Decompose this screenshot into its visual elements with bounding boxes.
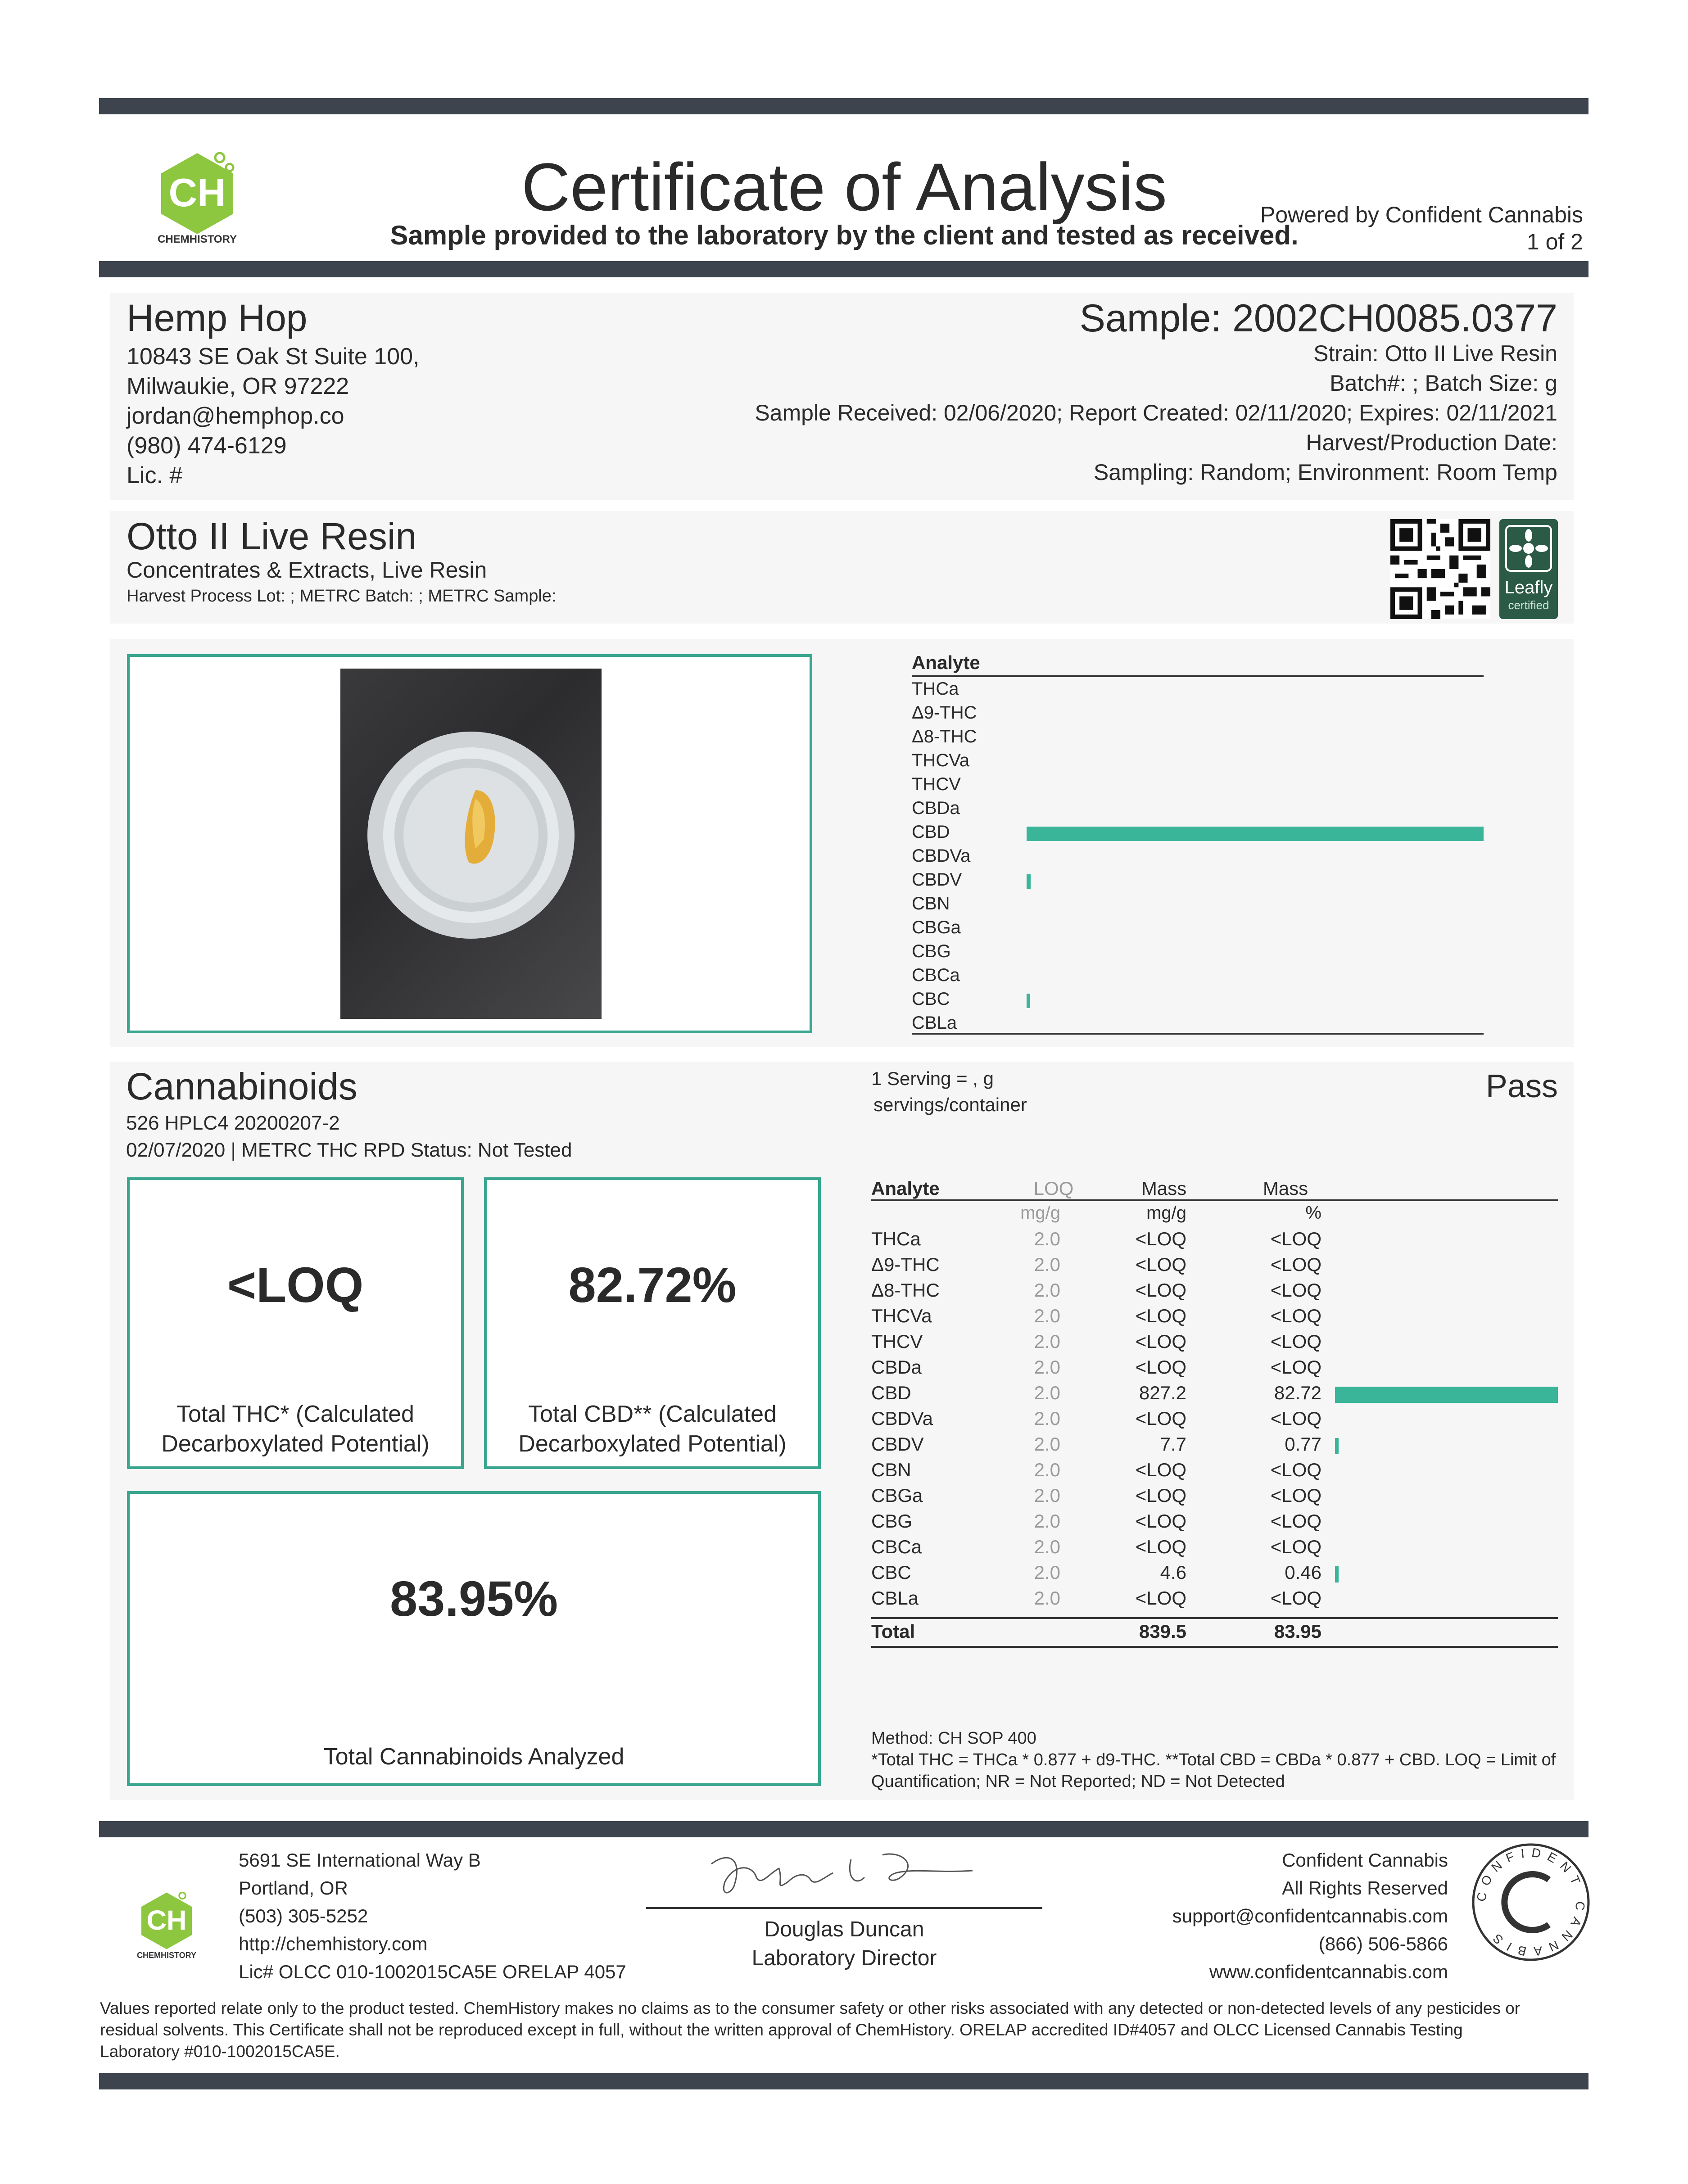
hexagon-logo-icon bbox=[135, 1889, 198, 1956]
table-cell-analyte: CBGa bbox=[871, 1485, 923, 1506]
table-cell-loq: 2.0 bbox=[1034, 1510, 1060, 1532]
leafly-sub: certified bbox=[1508, 598, 1549, 612]
mini-chart-label: Δ9-THC bbox=[912, 703, 977, 723]
client-panel bbox=[110, 293, 1574, 500]
mini-chart-label: THCVa bbox=[912, 751, 970, 770]
table-cell-mass-mg: <LOQ bbox=[1135, 1357, 1186, 1378]
table-cell-mass-mg: <LOQ bbox=[1135, 1536, 1186, 1557]
table-cell-mass-mg: <LOQ bbox=[1135, 1587, 1186, 1609]
table-unit-loq: mg/g bbox=[1020, 1203, 1060, 1223]
bottom-rule bbox=[99, 2073, 1588, 2089]
footer-rule bbox=[99, 1821, 1588, 1837]
logo-wordmark: CHEMHISTORY bbox=[157, 233, 237, 245]
mini-chart-bar bbox=[1027, 994, 1030, 1008]
table-cell-mass-pct: <LOQ bbox=[1270, 1280, 1321, 1301]
leaf-icon bbox=[1499, 519, 1558, 578]
servings-per-container: servings/container bbox=[873, 1094, 1027, 1115]
table-cell-mass-pct: 0.46 bbox=[1285, 1562, 1321, 1583]
svg-text:CH: CH bbox=[146, 1905, 187, 1936]
table-cell-loq: 2.0 bbox=[1034, 1459, 1060, 1480]
cc-rights: All Rights Reserved bbox=[1282, 1877, 1448, 1899]
product-category: Concentrates & Extracts, Live Resin bbox=[127, 557, 487, 583]
table-cell-mass-mg: 4.6 bbox=[1160, 1562, 1186, 1583]
table-header-mass-mg: Mass bbox=[1141, 1178, 1187, 1199]
lab-address-line2: Portland, OR bbox=[239, 1877, 348, 1899]
mini-chart-label: CBG bbox=[912, 941, 951, 961]
method-note-line2: Quantification; NR = Not Reported; ND = Not Detected bbox=[871, 1772, 1285, 1791]
mini-chart-label: CBDa bbox=[912, 798, 960, 818]
client-name: Hemp Hop bbox=[127, 297, 308, 339]
table-cell-analyte: Δ8-THC bbox=[871, 1280, 940, 1301]
table-unit-mass-mg: mg/g bbox=[1146, 1203, 1186, 1223]
table-cell-mass-mg: 7.7 bbox=[1160, 1433, 1186, 1455]
document-subtitle: Sample provided to the laboratory by the client and tested as received. bbox=[390, 220, 1299, 250]
cc-url[interactable]: www.confidentcannabis.com bbox=[1209, 1961, 1448, 1982]
confident-cannabis-seal bbox=[1470, 1841, 1592, 1963]
sampling-info: Sampling: Random; Environment: Room Temp bbox=[1093, 460, 1557, 485]
svg-text:CONFIDENT CANNABIS: CONFIDENT CANNABIS bbox=[1474, 1845, 1588, 1959]
table-top-rule bbox=[871, 1199, 1558, 1201]
disclaimer-line3: Laboratory #010-1002015CA5E. bbox=[100, 2042, 340, 2061]
total-cannabinoids-value: 83.95% bbox=[389, 1571, 558, 1627]
director-name: Douglas Duncan bbox=[764, 1917, 924, 1941]
table-cell-analyte: CBDa bbox=[871, 1357, 922, 1378]
table-cell-loq: 2.0 bbox=[1034, 1382, 1060, 1403]
table-cell-analyte: CBDV bbox=[871, 1433, 924, 1455]
results-table bbox=[871, 1175, 1558, 1648]
total-cannabinoids-box bbox=[127, 1491, 821, 1786]
document-title: Certificate of Analysis bbox=[521, 149, 1167, 225]
leafly-certified-badge bbox=[1499, 519, 1558, 619]
powered-by: Powered by Confident Cannabis bbox=[1260, 202, 1583, 227]
mini-chart-label: CBC bbox=[912, 989, 950, 1009]
table-cell-mass-pct: 0.77 bbox=[1285, 1433, 1321, 1455]
mini-chart-label: Δ8-THC bbox=[912, 727, 977, 746]
table-total-label: Total bbox=[871, 1621, 915, 1642]
table-cell-analyte: Δ9-THC bbox=[871, 1254, 940, 1275]
cannabinoids-status: 02/07/2020 | METRC THC RPD Status: Not Tested bbox=[126, 1139, 572, 1161]
sample-id: Sample: 2002CH0085.0377 bbox=[1079, 297, 1557, 340]
total-cbd-label-line2: Decarboxylated Potential) bbox=[518, 1431, 787, 1457]
table-row-bar bbox=[1335, 1566, 1339, 1583]
mini-chart-label: CBDVa bbox=[912, 846, 971, 866]
table-cell-mass-pct: <LOQ bbox=[1270, 1510, 1321, 1532]
table-cell-loq: 2.0 bbox=[1034, 1331, 1060, 1352]
cc-email[interactable]: support@confidentcannabis.com bbox=[1172, 1905, 1448, 1926]
table-total-rule bbox=[871, 1617, 1558, 1619]
page-number: 1 of 2 bbox=[1526, 229, 1583, 254]
header-rule bbox=[99, 261, 1588, 277]
sample-batch: Batch#: ; Batch Size: g bbox=[1330, 371, 1557, 396]
total-thc-box bbox=[127, 1177, 464, 1469]
product-name: Otto II Live Resin bbox=[127, 515, 417, 557]
mini-chart-header: Analyte bbox=[912, 652, 980, 673]
serving-size: 1 Serving = , g bbox=[871, 1068, 994, 1089]
table-cell-mass-pct: <LOQ bbox=[1270, 1254, 1321, 1275]
cc-phone: (866) 506-5866 bbox=[1318, 1933, 1448, 1954]
total-thc-label-line1: Total THC* (Calculated bbox=[176, 1401, 414, 1427]
mini-chart-label: CBCa bbox=[912, 965, 960, 985]
lab-url[interactable]: http://chemhistory.com bbox=[239, 1933, 428, 1954]
table-cell-mass-mg: <LOQ bbox=[1135, 1280, 1186, 1301]
table-cell-analyte: CBD bbox=[871, 1382, 911, 1403]
chemhistory-logo bbox=[152, 149, 242, 243]
mini-chart-label: CBD bbox=[912, 822, 950, 842]
table-cell-loq: 2.0 bbox=[1034, 1485, 1060, 1506]
table-cell-mass-pct: <LOQ bbox=[1270, 1485, 1321, 1506]
method-text: Method: CH SOP 400 bbox=[871, 1729, 1036, 1748]
table-cell-mass-mg: <LOQ bbox=[1135, 1331, 1186, 1352]
svg-text:CH: CH bbox=[168, 170, 226, 215]
lab-phone: (503) 305-5252 bbox=[239, 1905, 368, 1926]
table-cell-analyte: CBN bbox=[871, 1459, 911, 1480]
table-cell-mass-pct: <LOQ bbox=[1270, 1459, 1321, 1480]
director-title: Laboratory Director bbox=[751, 1946, 937, 1970]
product-panel bbox=[110, 511, 1574, 624]
footer-logo-wordmark: CHEMHISTORY bbox=[136, 1951, 196, 1960]
table-cell-mass-pct: 82.72 bbox=[1274, 1382, 1321, 1403]
table-cell-analyte: THCV bbox=[871, 1331, 923, 1352]
table-cell-loq: 2.0 bbox=[1034, 1280, 1060, 1301]
client-address-line2: Milwaukie, OR 97222 bbox=[127, 373, 349, 399]
table-cell-mass-mg: <LOQ bbox=[1135, 1305, 1186, 1326]
mini-chart-label: CBLa bbox=[912, 1013, 957, 1033]
harvest-date: Harvest/Production Date: bbox=[1306, 430, 1557, 455]
table-header-analyte: Analyte bbox=[871, 1178, 940, 1199]
table-row-bar bbox=[1335, 1387, 1558, 1403]
table-cell-mass-pct: <LOQ bbox=[1270, 1536, 1321, 1557]
table-cell-mass-mg: 827.2 bbox=[1139, 1382, 1186, 1403]
director-signature bbox=[702, 1846, 982, 1904]
client-address-line1: 10843 SE Oak St Suite 100, bbox=[127, 344, 420, 370]
total-cannabinoids-label: Total Cannabinoids Analyzed bbox=[323, 1744, 625, 1770]
table-cell-loq: 2.0 bbox=[1034, 1536, 1060, 1557]
table-cell-mass-pct: <LOQ bbox=[1270, 1357, 1321, 1378]
table-cell-analyte: THCVa bbox=[871, 1305, 932, 1326]
top-rule bbox=[99, 98, 1588, 114]
table-cell-analyte: CBG bbox=[871, 1510, 913, 1532]
cannabinoids-title: Cannabinoids bbox=[126, 1065, 358, 1108]
mini-chart-bar bbox=[1027, 827, 1484, 841]
table-cell-mass-mg: <LOQ bbox=[1135, 1408, 1186, 1429]
signature-line bbox=[646, 1907, 1042, 1909]
hexagon-logo-icon bbox=[152, 149, 242, 243]
analyte-mini-chart bbox=[912, 652, 1486, 1039]
table-cell-mass-pct: <LOQ bbox=[1270, 1587, 1321, 1609]
table-row-bar bbox=[1335, 1438, 1339, 1454]
table-cell-analyte: CBLa bbox=[871, 1587, 919, 1609]
table-cell-analyte: CBDVa bbox=[871, 1408, 933, 1429]
table-cell-mass-mg: <LOQ bbox=[1135, 1228, 1186, 1249]
sample-dates: Sample Received: 02/06/2020; Report Created: 02/11/2020; Expires: 02/11/2021 bbox=[755, 400, 1557, 425]
lab-license: Lic# OLCC 010-1002015CA5E ORELAP 4057 bbox=[239, 1961, 626, 1982]
client-license: Lic. # bbox=[127, 462, 183, 488]
mini-chart-top-rule bbox=[912, 675, 1484, 677]
table-cell-loq: 2.0 bbox=[1034, 1357, 1060, 1378]
product-photo-frame bbox=[127, 654, 812, 1033]
table-cell-mass-pct: <LOQ bbox=[1270, 1331, 1321, 1352]
mini-chart-label: CBDV bbox=[912, 870, 962, 890]
table-bottom-rule bbox=[871, 1646, 1558, 1648]
table-cell-loq: 2.0 bbox=[1034, 1408, 1060, 1429]
table-total-mg: 839.5 bbox=[1139, 1621, 1186, 1642]
table-cell-mass-mg: <LOQ bbox=[1135, 1485, 1186, 1506]
total-cbd-label-line1: Total CBD** (Calculated bbox=[528, 1401, 777, 1427]
total-cbd-value: 82.72% bbox=[568, 1257, 737, 1313]
table-unit-mass-pct: % bbox=[1305, 1203, 1321, 1223]
client-email: jordan@hemphop.co bbox=[127, 403, 344, 429]
table-cell-mass-pct: <LOQ bbox=[1270, 1408, 1321, 1429]
pass-result: Pass bbox=[1485, 1068, 1558, 1104]
qr-code-icon bbox=[1390, 519, 1490, 619]
product-photo bbox=[340, 669, 602, 1019]
table-cell-loq: 2.0 bbox=[1034, 1305, 1060, 1326]
disclaimer-line1: Values reported relate only to the product tested. ChemHistory makes no claims as to the consumer safety or other risks associated with any detected or non-detected levels of any pesticides or bbox=[100, 1999, 1521, 2017]
table-cell-analyte: THCa bbox=[871, 1228, 921, 1249]
mini-chart-label: THCa bbox=[912, 679, 959, 699]
mini-chart-label: CBGa bbox=[912, 918, 961, 937]
table-total-pct: 83.95 bbox=[1274, 1621, 1321, 1642]
cannabinoids-run: 526 HPLC4 20200207-2 bbox=[126, 1112, 340, 1134]
total-thc-value: <LOQ bbox=[227, 1257, 364, 1313]
table-cell-loq: 2.0 bbox=[1034, 1254, 1060, 1275]
total-thc-label-line2: Decarboxylated Potential) bbox=[161, 1431, 430, 1457]
table-cell-mass-pct: <LOQ bbox=[1270, 1305, 1321, 1326]
table-cell-loq: 2.0 bbox=[1034, 1228, 1060, 1249]
mini-chart-label: CBN bbox=[912, 894, 950, 913]
total-cbd-box bbox=[484, 1177, 821, 1469]
footer-chemhistory-logo bbox=[135, 1889, 198, 1960]
leafly-label: Leafly bbox=[1504, 578, 1553, 597]
mini-chart-bar bbox=[1027, 874, 1031, 889]
mini-chart-bottom-rule bbox=[912, 1033, 1484, 1035]
sample-strain: Strain: Otto II Live Resin bbox=[1313, 341, 1557, 366]
table-cell-analyte: CBC bbox=[871, 1562, 911, 1583]
table-cell-analyte: CBCa bbox=[871, 1536, 922, 1557]
table-header-mass-pct: Mass bbox=[1263, 1178, 1308, 1199]
table-cell-loq: 2.0 bbox=[1034, 1433, 1060, 1455]
client-phone: (980) 474-6129 bbox=[127, 433, 287, 459]
cc-name: Confident Cannabis bbox=[1282, 1849, 1448, 1871]
table-cell-mass-pct: <LOQ bbox=[1270, 1228, 1321, 1249]
table-header-loq: LOQ bbox=[1033, 1178, 1074, 1199]
confident-cannabis-seal-icon bbox=[1470, 1841, 1592, 1963]
method-note-line1: *Total THC = THCa * 0.877 + d9-THC. **Total CBD = CBDa * 0.877 + CBD. LOQ = Limit of bbox=[871, 1750, 1556, 1769]
disclaimer-line2: residual solvents. This Certificate shall not be reproduced except in full, without the written approval of ChemHistory. ORELAP accredited ID#4057 and OLCC Licensed Cannabis Testing bbox=[100, 2021, 1463, 2039]
product-lot: Harvest Process Lot: ; METRC Batch: ; METRC Sample: bbox=[127, 587, 557, 606]
table-cell-mass-mg: <LOQ bbox=[1135, 1510, 1186, 1532]
table-cell-mass-mg: <LOQ bbox=[1135, 1459, 1186, 1480]
lab-address-line1: 5691 SE International Way B bbox=[239, 1849, 481, 1871]
table-cell-mass-mg: <LOQ bbox=[1135, 1254, 1186, 1275]
table-cell-loq: 2.0 bbox=[1034, 1562, 1060, 1583]
table-cell-loq: 2.0 bbox=[1034, 1587, 1060, 1609]
mini-chart-label: THCV bbox=[912, 774, 961, 794]
